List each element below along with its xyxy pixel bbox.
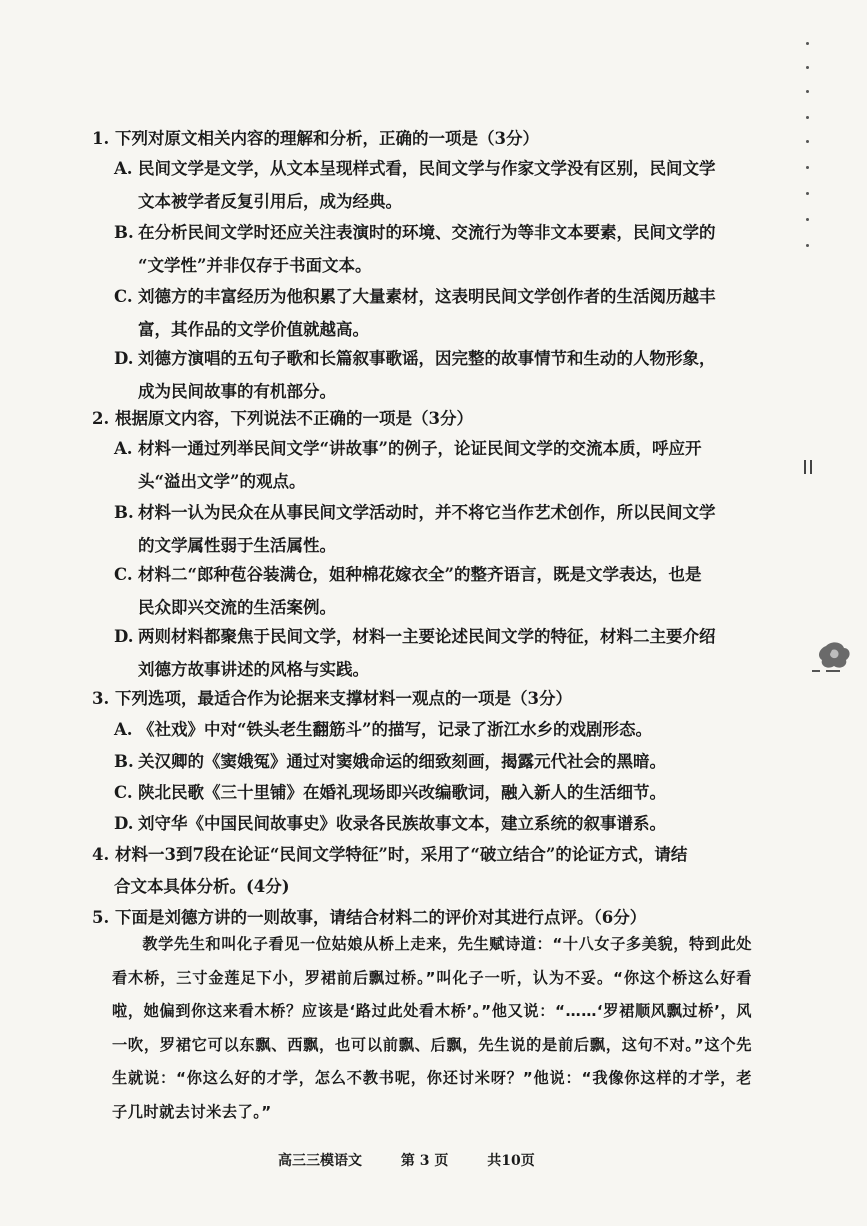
option-letter: A.	[114, 439, 133, 458]
scan-tick	[810, 460, 812, 474]
option-line: 民众即兴交流的生活案例。	[138, 598, 336, 617]
scan-dot	[806, 116, 809, 119]
option-letter: B.	[114, 752, 134, 771]
option-line: 文本被学者反复引用后，成为经典。	[138, 192, 402, 211]
question-2-option-a	[114, 432, 764, 498]
footer-subject: 高三三模语文	[278, 1153, 362, 1169]
option-letter: D.	[114, 349, 134, 368]
option-letter: A.	[114, 159, 133, 178]
footer-page-number: 第 3 页	[400, 1153, 449, 1169]
option-line: 材料二“郎种苞谷装满仓，姐种棉花嫁衣全”的整齐语言，既是文学表达，也是	[138, 565, 702, 584]
question-1-stem: 1. 下列对原文相关内容的理解和分析，正确的一项是（3分）	[92, 129, 539, 148]
scan-dot	[806, 244, 809, 247]
option-letter: A.	[114, 720, 133, 739]
scan-dot	[806, 90, 809, 93]
option-line: “文学性”并非仅存于书面文本。	[138, 256, 372, 275]
question-1-option-b	[114, 216, 764, 282]
option-line: 两则材料都聚焦于民间文学，材料一主要论述民间文学的特征，材料二主要介绍	[138, 627, 716, 646]
option-letter: D.	[114, 627, 134, 646]
option-line: 刘德方演唱的五句子歌和长篇叙事歌谣，因完整的故事情节和生动的人物形象，	[138, 349, 716, 368]
question-5-stem: 5. 下面是刘德方讲的一则故事，请结合材料二的评价对其进行点评。（6分）	[92, 908, 647, 927]
option-line: 头“溢出文学”的观点。	[138, 472, 306, 491]
question-3-option-a	[114, 713, 764, 746]
option-letter: B.	[114, 503, 134, 522]
option-line: 陕北民歌《三十里铺》在婚礼现场即兴改编歌词，融入新人的生活细节。	[138, 783, 666, 802]
scan-tick	[804, 460, 806, 474]
option-letter: B.	[114, 223, 134, 242]
option-letter: C.	[114, 783, 133, 802]
scan-dot	[806, 42, 809, 45]
option-line: 民间文学是文学，从文本呈现样式看，民间文学与作家文学没有区别，民间文学	[138, 159, 716, 178]
option-line: 成为民间故事的有机部分。	[138, 382, 336, 401]
scan-dot	[806, 66, 809, 69]
page-footer	[278, 1150, 569, 1170]
question-3-option-b	[114, 745, 764, 778]
question-1-option-a	[114, 152, 764, 218]
scan-dot	[806, 192, 809, 195]
option-line: 材料一认为民众在从事民间文学活动时，并不将它当作艺术创作，所以民间文学	[138, 503, 716, 522]
option-line: 刘守华《中国民间故事史》收录各民族故事文本，建立系统的叙事谱系。	[138, 814, 666, 833]
question-2-stem: 2. 根据原文内容，下列说法不正确的一项是（3分）	[92, 409, 473, 428]
ink-blot-icon	[812, 640, 856, 674]
option-line: 关汉卿的《窦娥冤》通过对窦娥命运的细致刻画，揭露元代社会的黑暗。	[138, 752, 666, 771]
option-letter: C.	[114, 565, 133, 584]
question-3-stem: 3. 下列选项，最适合作为论据来支撑材料一观点的一项是（3分）	[92, 689, 572, 708]
option-line: 《社戏》中对“铁头老生翻筋斗”的描写，记录了浙江水乡的戏剧形态。	[138, 720, 652, 739]
question-2-option-c	[114, 558, 764, 624]
question-4-line-2: 合文本具体分析。(4分)	[114, 877, 290, 896]
scan-dot	[806, 218, 809, 221]
question-5-story: 教学先生和叫化子看见一位姑娘从桥上走来，先生赋诗道：“十八女子多美貌，特到此处看木桥，三寸金莲足下小，罗裙前后飘过桥。”叫化子一听，认为不妥。“你这个桥这么好看啦，她偏到你这来看木桥？应该是‘路过此处看木桥’。”他又说：“……‘罗裙顺风飘过桥’，风一吹，罗裙它可以东飘、西飘，也可以前飘、后飘，先生说的是前后飘，这句不对。”这个先生就说：“你这么好的才学，怎么不教书呢，你还讨米呀？”他说：“我像你这样的才学，老子几时就去讨米去了。”	[112, 935, 752, 1121]
option-letter: C.	[114, 287, 133, 306]
option-line: 的文学属性弱于生活属性。	[138, 536, 336, 555]
option-line: 刘德方的丰富经历为他积累了大量素材，这表明民间文学创作者的生活阅历越丰	[138, 287, 716, 306]
option-line: 材料一通过列举民间文学“讲故事”的例子，论证民间文学的交流本质，呼应开	[138, 439, 702, 458]
option-line: 富，其作品的文学价值就越高。	[138, 320, 369, 339]
question-1-option-d	[114, 342, 764, 408]
question-2-option-b	[114, 496, 764, 562]
question-3-option-c	[114, 776, 764, 809]
question-3-option-d	[114, 807, 764, 840]
option-letter: D.	[114, 814, 134, 833]
footer-total-pages: 共10页	[487, 1153, 535, 1169]
question-1-option-c	[114, 280, 764, 346]
scan-dot	[806, 140, 809, 143]
scan-dot	[806, 166, 809, 169]
option-line: 刘德方故事讲述的风格与实践。	[138, 660, 369, 679]
option-line: 在分析民间文学时还应关注表演时的环境、交流行为等非文本要素，民间文学的	[138, 223, 716, 242]
question-4-line-1: 4. 材料一3到7段在论证“民间文学特征”时，采用了“破立结合”的论证方式，请结	[92, 845, 688, 864]
question-2-option-d	[114, 620, 764, 686]
